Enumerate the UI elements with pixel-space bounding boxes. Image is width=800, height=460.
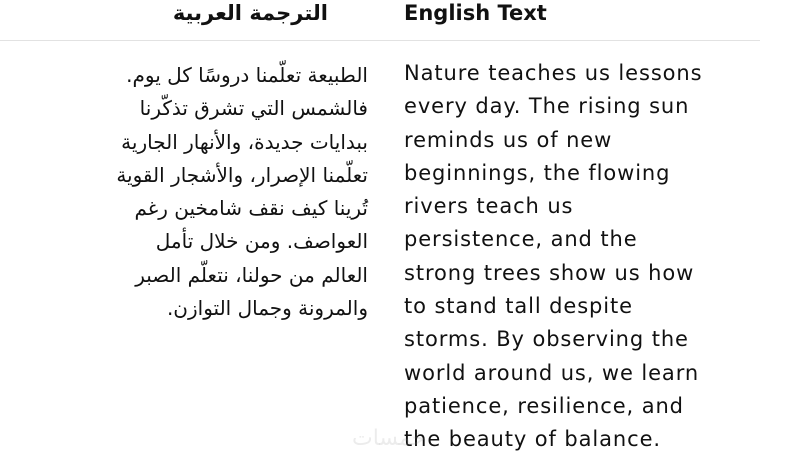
english-line: persistence, and the [404, 227, 638, 252]
arabic-column-header: الترجمة العربية [172, 1, 328, 25]
english-column-header: English Text [404, 1, 547, 25]
english-line: Nature teaches us lessons [404, 61, 703, 85]
arabic-line: ببدايات جديدة، والأنهار الجارية [121, 129, 368, 154]
english-text-cell [404, 57, 764, 457]
english-line: the beauty of balance. [404, 427, 661, 452]
english-line: reminds us of new [404, 127, 613, 152]
table-header-row [0, 0, 760, 41]
arabic-line: العالم من حولنا، نتعلّم الصبر [135, 262, 368, 287]
english-line: strong trees show us how [404, 260, 695, 285]
arabic-line: الطبيعة تعلّمنا دروسًا كل يوم. [126, 63, 368, 87]
arabic-line: تُرينا كيف نقف شامخين رغم [134, 196, 368, 221]
arabic-text-cell [8, 59, 368, 325]
english-line: beginnings, the flowing [404, 160, 671, 185]
english-line: patience, resilience, and [404, 393, 684, 418]
arabic-line: فالشمس التي تشرق تذكّرنا [139, 96, 368, 121]
arabic-line: تعلّمنا الإصرار، والأشجار القوية [116, 162, 368, 187]
english-line: every day. The rising sun [404, 94, 690, 119]
english-line: rivers teach us [404, 194, 574, 219]
english-line: storms. By observing the [404, 327, 689, 352]
arabic-line: العواصف. ومن خلال تأمل [155, 229, 368, 254]
arabic-line: والمرونة وجمال التوازن. [166, 296, 368, 321]
english-line: world around us, we learn [404, 360, 700, 385]
watermark: خمسات [352, 426, 426, 451]
english-line: to stand tall despite [404, 294, 633, 319]
